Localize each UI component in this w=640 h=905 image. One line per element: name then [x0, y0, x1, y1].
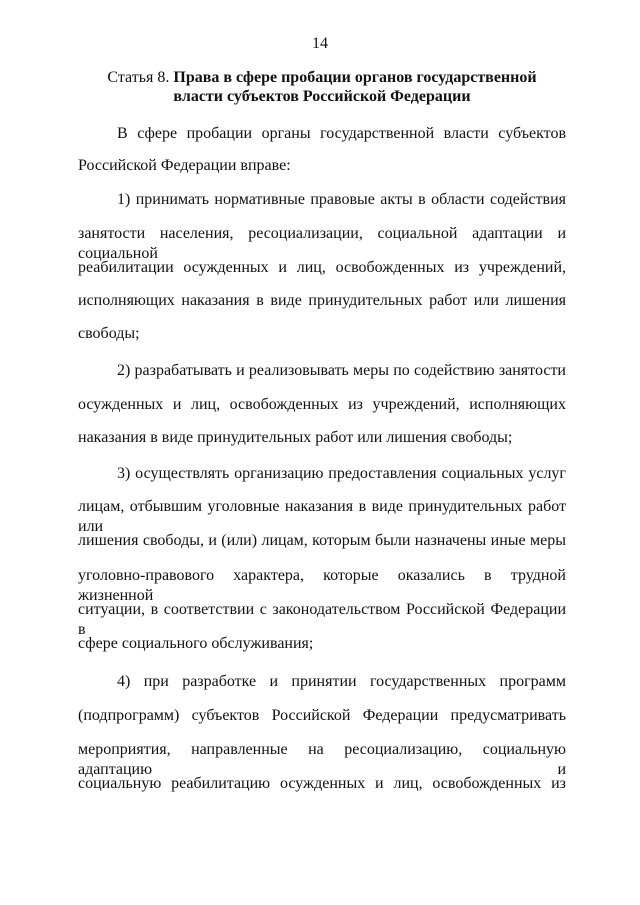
article-title-part-1: Права в сфере пробации органов государственной [173, 69, 537, 86]
text-line: 1) принимать нормативные правовые акты в области содействия [117, 191, 566, 208]
text-line: В сфере пробации органы государственной власти субъектов [117, 125, 566, 142]
text-line: мероприятия, направленные на ресоциализацию, социальную адаптацию и [78, 741, 566, 778]
page-number: 14 [312, 35, 328, 52]
text-line: (подпрограмм) субъектов Российской Федерации предусматривать [78, 707, 566, 724]
text-line: исполняющих наказания в виде принудительных работ или лишения [78, 292, 566, 309]
heading-line-1 [78, 68, 566, 88]
text-line: реабилитации осужденных и лиц, освобожденных из учреждений, [78, 259, 566, 276]
text-line: осужденных и лиц, освобожденных из учреждений, исполняющих [78, 396, 566, 413]
article-number: Статья 8. [107, 69, 170, 86]
text-line: Российской Федерации вправе: [78, 157, 291, 174]
text-line: лицам, отбывшим уголовные наказания в виде принудительных работ или [78, 498, 566, 535]
text-line: ситуации, в соответствии с законодательством Российской Федерации в [78, 601, 566, 638]
text-line: уголовно-правового характера, которые оказались в трудной жизненной [78, 567, 566, 604]
heading-line-2 [78, 87, 566, 107]
text-line: лишения свободы, и (или) лицам, которым были назначены иные меры [78, 532, 566, 549]
text-line: социальную реабилитацию осужденных и лиц, освобожденных из [78, 775, 566, 792]
text-line: наказания в виде принудительных работ или лишения свободы; [78, 429, 513, 446]
text-line: свободы; [78, 325, 140, 342]
text-line: 3) осуществлять организацию предоставления социальных услуг [117, 465, 566, 482]
text-line: сфере социального обслуживания; [78, 635, 314, 652]
text-line: 2) разрабатывать и реализовывать меры по содействию занятости [117, 362, 566, 379]
text-line: занятости населения, ресоциализации, социальной адаптации и социальной [78, 225, 566, 262]
text-line: 4) при разработке и принятии государственных программ [117, 673, 566, 690]
article-title-part-2: власти субъектов Российской Федерации [173, 88, 471, 105]
